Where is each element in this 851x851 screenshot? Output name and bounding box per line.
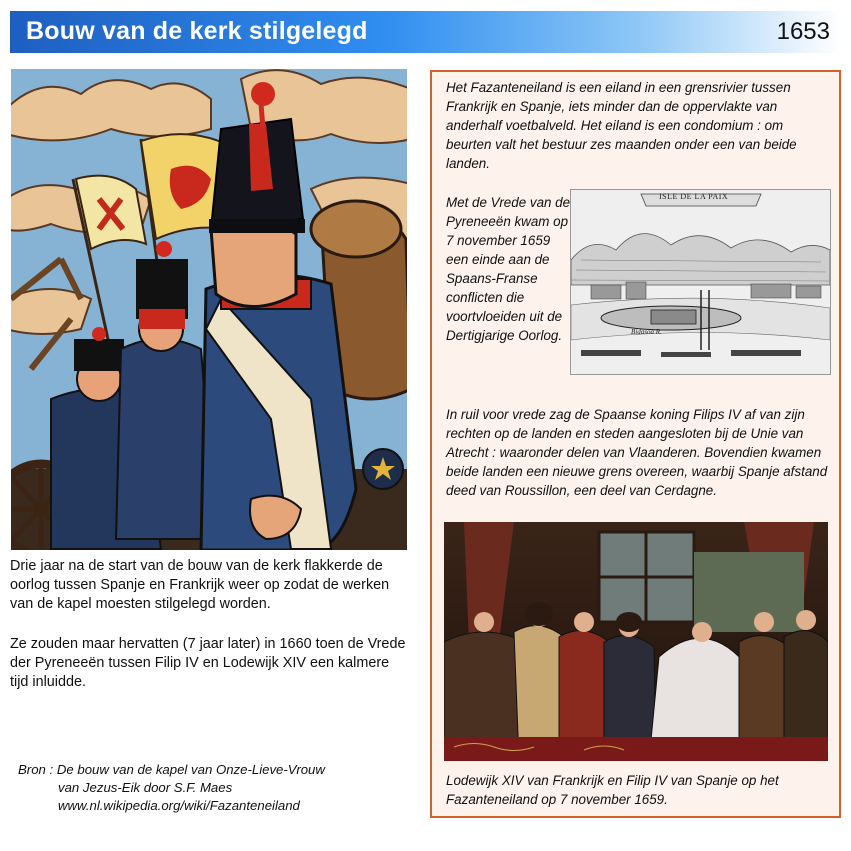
engraving-inscription: Bidasoa R. [631, 328, 662, 336]
panel-paragraph-3: In ruil voor vrede zag de Spaanse koning Filips IV af van zijn rechten op de landen en steden aangesloten bij de Unie van Atrecht : waaronder delen van Vlaanderen. Bovendien kwamen beide landen een nieuwe grens overeen, waarbij Spanje afstand deed van Roussillon, een deel van Cerdagne. [446, 407, 828, 498]
island-engraving-art [571, 190, 830, 374]
source-line-1: De bouw van de kapel van Onze-Lieve-Vrouw [56, 762, 325, 777]
page-title: Bouw van de kerk stilgelegd [26, 17, 368, 45]
island-engraving [570, 189, 831, 375]
treaty-painting-art [444, 522, 828, 761]
left-paragraph-2: Ze zouden maar hervatten (7 jaar later) in 1660 toen de Vrede der Pyreneeën tussen Filip IV en Lodewijk XIV een kalmere tijd inluidde. [10, 636, 406, 690]
title-bar [10, 11, 842, 53]
engraving-title: ISLE DE LA PAIX [659, 192, 729, 201]
soldiers-illustration-art [11, 69, 407, 550]
year-label: 1653 [776, 18, 830, 45]
source-label: Bron : [18, 762, 54, 777]
soldiers-illustration [11, 69, 407, 550]
source-line-2: van Jezus-Eik door S.F. Maes [58, 780, 233, 795]
painting-caption: Lodewijk XIV van Frankrijk en Filip IV van Spanje op het Fazanteneiland op 7 november 1659. [446, 773, 779, 807]
source-block [18, 761, 418, 815]
left-paragraph-1: Drie jaar na de start van de bouw van de kerk flakkerde de oorlog tussen Spanje en Frankrijk weer op zodat de werken van de kapel moesten stilgelegd worden. [10, 558, 390, 612]
source-line-3: www.nl.wikipedia.org/wiki/Fazanteneiland [58, 798, 300, 813]
info-panel [430, 70, 841, 818]
treaty-painting [444, 522, 828, 761]
left-text-block [10, 557, 410, 713]
panel-paragraph-2: Met de Vrede van de Pyreneeën kwam op 7 november 1659 een einde aan de Spaans-Franse conflicten die voortvloeiden uit de Dertigjarige Oorlog. [446, 195, 571, 343]
panel-paragraph-1: Het Fazanteneiland is een eiland in een grensrivier tussen Frankrijk en Spanje, iets minder dan de oppervlakte van anderhalf voetbalveld. Het eiland is een condomium : om beurten valt het bestuur zes maanden onder een van beide landen. [446, 80, 797, 171]
